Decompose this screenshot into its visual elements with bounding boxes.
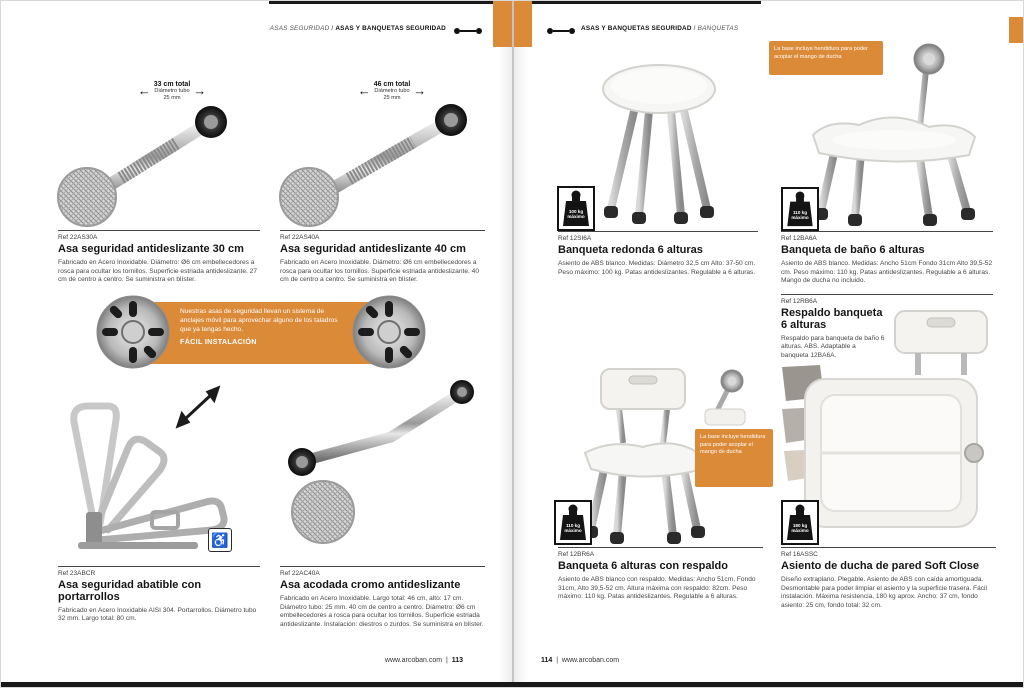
product-asa-acodada [280,566,485,630]
product-description: Fabricado en Acero Inoxidable. Largo total: 46 cm, alto: 17 cm. Diámetro tubo: 25 mm. 40 cm de centro a centro. Diámetro: Ø6 cm embellecedores a rosca para ocultar los tornillos. Superficie estriada antideslizante. Instalación: diestros o zurdos. Se suministra en blíster. [280,594,484,628]
angled-grab-bar-photo [283,379,475,477]
weight-value: 180 kg [792,523,808,528]
product-title: Asa seguridad abatible con portarrollos [58,579,202,603]
dim-tube: Diámetro tubo [374,88,410,94]
product-description: Diseño extraplano. Plegable. Asiento de ABS con caída amortiguada. Desmontable para poder limpiar el asiento y la superficie trasera. Fácil instalación. Máxima resistencia, 180 kg aprox. Ancho: 37 cm, fondo asiento: 25 cm, fondo total: 32 cm. [781,575,987,609]
weight-label: máximo [791,528,809,534]
header-left: ASAS SEGURIDAD / ASAS Y BANQUETAS SEGURIDAD [269,25,446,32]
page-number: 113 [451,657,463,664]
page-number: 114 [541,657,553,664]
bath-bench-photo [799,39,991,227]
arrow-right-icon: → [413,83,427,99]
product-banqueta-respaldo [558,547,763,602]
gutter-shadow-left [498,1,512,688]
product-description: Fabricado en Acero Inoxidable. Diámetro: Ø6 cm embellecedores a rosca para ocultar los tornillos. Superficie estriada antideslizante. 40 cm de centro a centro. Se suministra en blíster. [280,258,480,284]
header-left-title: ASAS Y BANQUETAS SEGURIDAD [335,25,446,32]
dim-total: 33 cm total [153,81,191,88]
product-asa-abatible [58,566,260,624]
product-banqueta-bano [781,231,993,286]
dim-tube-value: 25 mm [163,94,181,101]
product-ref: Ref 22AS40A [280,234,320,241]
product-title: Asa seguridad antideslizante 30 cm [58,243,244,255]
arrow-left-icon: ← [357,83,371,99]
dim-total: 46 cm total [373,81,411,88]
anchor-photo [96,295,170,369]
knurl-detail-photo [278,166,340,228]
spine-tab-right [514,1,532,47]
weight-value: 100 kg [568,209,584,214]
max-weight-badge [781,500,819,545]
product-ref: Ref 12SI6A [558,235,592,242]
banner-text: Nuestras asas de seguridad llevan un sistema de anclajes móvil para aprovechar alguno de los taladros que ya tengas hecho. [180,308,338,333]
product-asa-30cm [58,230,260,285]
anchor-photo [352,295,426,369]
weight-label: máximo [567,214,585,220]
page-edge-tab [1009,17,1024,43]
product-ref: Ref 22AS30A [58,234,98,241]
product-ref: Ref 16ASSC [781,551,818,558]
product-title: Asa seguridad antideslizante 40 cm [280,243,466,255]
wheelchair-icon: ♿ [208,528,232,552]
weight-label: máximo [791,215,809,221]
product-ref: Ref 23ABCR [58,570,96,577]
product-description: Fabricado en Acero Inoxidable. Diámetro: Ø6 cm embellecedores a rosca para ocultar los tornillos. Superficie estriada antideslizante. 27 cm de centro a centro. Se suministra en blíster. [58,258,258,284]
product-title: Asa acodada cromo antideslizante [280,579,461,591]
footer-right: 114 | www.arcoban.com [541,657,620,664]
product-title: Banqueta 6 alturas con respaldo [558,560,728,572]
max-weight-badge [554,500,592,545]
footer-left: www.arcoban.com | 113 [384,657,463,664]
header-left-section: ASAS SEGURIDAD [269,25,330,32]
banner-text-block [180,308,344,346]
callout-shower-handle: La base incluye hendidura para poder acoplar el mango de ducha [769,41,883,75]
product-ref: Ref 22AC40A [280,570,320,577]
footer-url: www.arcoban.com [384,657,443,664]
weight-icon [783,189,817,229]
banner-highlight: FÁCIL INSTALACIÓN [180,336,257,346]
arrow-left-icon: ← [137,83,151,99]
product-description: Asiento de ABS blanco con respaldo. Medidas: Ancho 51cm, Fondo 31cm, Alto 39,5-52 cm. Altura máxima con respaldo: 82cm. Peso máximo: 110 kg. Patas antideslizantes. Regulable a 6 alturas. [558,575,756,601]
weight-value: 110 kg [565,523,581,528]
installation-banner [96,295,426,371]
product-description: Asiento de ABS blanco. Medidas: Ancho 51cm Fondo 31cm Alto 39,5-52 cm. Peso máximo: 110 kg. Patas antideslizantes. Regulable a 6 alturas. Mango de ducha no incluido. [781,259,993,285]
product-title: Asiento de ducha de pared Soft Close [781,560,980,572]
barbell-icon [547,28,575,34]
product-title: Respaldo banqueta 6 alturas [781,307,883,331]
weight-label: máximo [564,528,582,534]
weight-value: 110 kg [792,210,808,215]
footer-url: www.arcoban.com [561,657,620,664]
product-title: Banqueta de baño 6 alturas [781,244,925,256]
gutter-shadow-right [514,1,528,688]
product-description: Asiento de ABS blanco. Medidas: Diámetro 32,5 cm Alto: 37-50 cm. Peso máximo: 100 kg. Patas antideslizantes. Regulable a 6 alturas. [558,259,756,276]
product-asa-40cm [280,230,485,285]
shower-head-photo [701,369,749,427]
round-stool-photo [593,59,725,227]
max-weight-badge [557,186,595,231]
product-description: Respaldo para banqueta de baño 6 alturas. ABS. Adaptable a banqueta 12BA6A. [781,334,885,360]
product-ref: Ref 12BA6A [781,235,817,242]
header-right: ASAS Y BANQUETAS SEGURIDAD / BANQUETAS [581,25,739,32]
wall-shower-seat-photo [791,359,989,541]
header-right-title: ASAS Y BANQUETAS SEGURIDAD [581,25,692,32]
product-banqueta-redonda [558,231,758,277]
product-asiento-ducha [781,547,996,611]
product-ref: Ref 12RB6A [781,298,818,305]
dim-tube: Diámetro tubo [154,88,190,94]
callout-shower-handle: La base incluye hendidura para poder acoplar el mango de ducha [695,429,773,487]
chair-with-backrest-photo [571,365,713,545]
knurl-detail-photo [290,479,356,545]
dim-tube-value: 25 mm [383,94,401,101]
max-weight-badge [781,187,819,231]
bottom-edge-bar [1,682,1024,688]
spine-tab-left [493,1,512,47]
product-ref: Ref 12BR6A [558,551,595,558]
header-right-section: BANQUETAS [697,25,739,32]
knurl-detail-photo [56,166,118,228]
product-title: Banqueta redonda 6 alturas [558,244,703,256]
barbell-icon [454,28,482,34]
product-description: Fabricado en Acero Inoxidable AISI 304. Portarrollos. Diámetro tubo 32 mm. Largo total: 80 cm. [58,606,257,623]
page-spine [512,1,514,688]
arrow-right-icon: → [193,83,207,99]
